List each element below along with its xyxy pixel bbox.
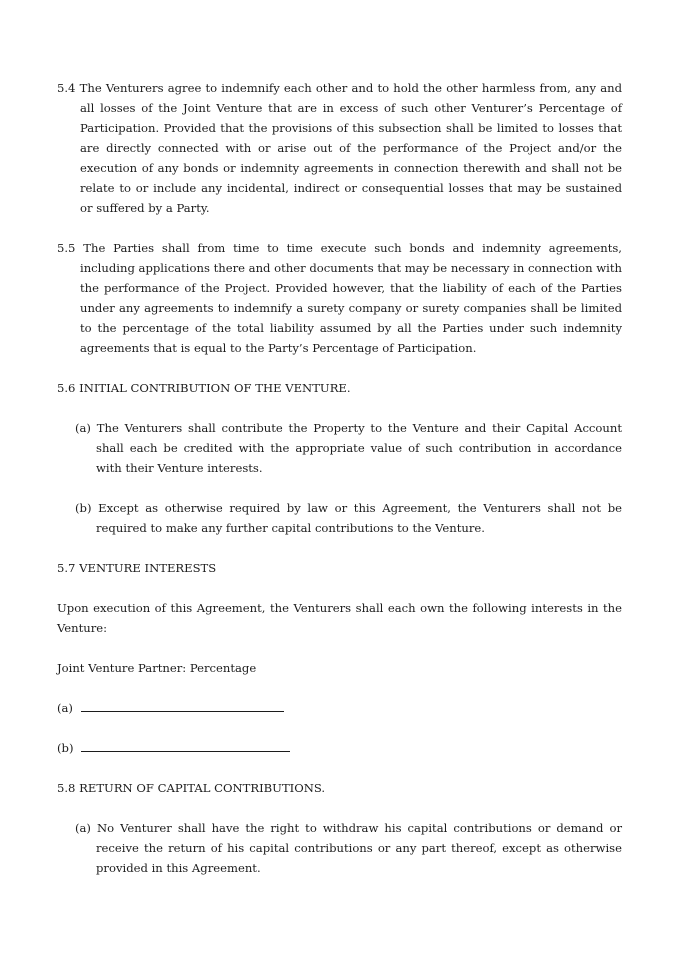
document-page <box>57 78 622 878</box>
partner-percentage-header: Joint Venture Partner: Percentage <box>57 661 257 675</box>
blank-label: (a) <box>57 701 73 715</box>
partner-blank-b <box>57 738 622 758</box>
fill-in-line[interactable] <box>81 698 284 712</box>
section-5-4 <box>57 78 622 218</box>
section-5-6-item-b <box>75 498 622 538</box>
partner-blank-a <box>57 698 622 718</box>
fill-in-line[interactable] <box>81 738 290 752</box>
blank-label: (b) <box>57 741 74 755</box>
item-text: No Venturer shall have the right to withdraw his capital contributions or demand or receive the return of his capital contributions or any part thereof, except as otherwise provided in this Agreement. <box>96 821 622 875</box>
section-5-5-number: 5.5 <box>57 241 76 255</box>
item-label: (a) <box>75 821 91 835</box>
item-text: Except as otherwise required by law or this Agreement, the Venturers shall not be required to make any further capital contributions to the Venture. <box>96 501 622 535</box>
section-5-7-heading: 5.7 VENTURE INTERESTS <box>57 561 217 575</box>
section-5-8-heading: 5.8 RETURN OF CAPITAL CONTRIBUTIONS. <box>57 781 326 795</box>
section-5-5 <box>57 238 622 358</box>
section-5-5-text: The Parties shall from time to time execute such bonds and indemnity agreements, including applications there and other documents that may be necessary in connection with the performance of the Project. Provided however, that the liability of each of the Parties under any agreements to indemnify a surety company or surety companies shall be limited to the percentage of the total liability assumed by all the Parties under such indemnity agreements that is equal to the Party’s Percentage of Participation. <box>80 241 622 355</box>
section-5-6-item-a <box>75 418 622 478</box>
item-label: (b) <box>75 501 92 515</box>
section-5-7-intro: Upon execution of this Agreement, the Venturers shall each own the following interests in the Venture: <box>57 601 622 635</box>
section-5-8-item-a <box>75 818 622 878</box>
section-5-4-number: 5.4 <box>57 81 76 95</box>
section-5-6-heading: 5.6 INITIAL CONTRIBUTION OF THE VENTURE. <box>57 381 351 395</box>
section-5-4-text: The Venturers agree to indemnify each other and to hold the other harmless from, any and all losses of the Joint Venture that are in excess of such other Venturer’s Percentage of Participation. Provided that the provisions of this subsection shall be limited to losses that are directly connected with or arise out of the performance of the Project and/or the execution of any bonds or indemnity agreements in connection therewith and shall not be relate to or include any incidental, indirect or consequential losses that may be sustained or suffered by a Party. <box>79 81 623 215</box>
item-label: (a) <box>75 421 91 435</box>
item-text: The Venturers shall contribute the Property to the Venture and their Capital Account shall each be credited with the appropriate value of such contribution in accordance with their Venture interests. <box>96 421 622 475</box>
